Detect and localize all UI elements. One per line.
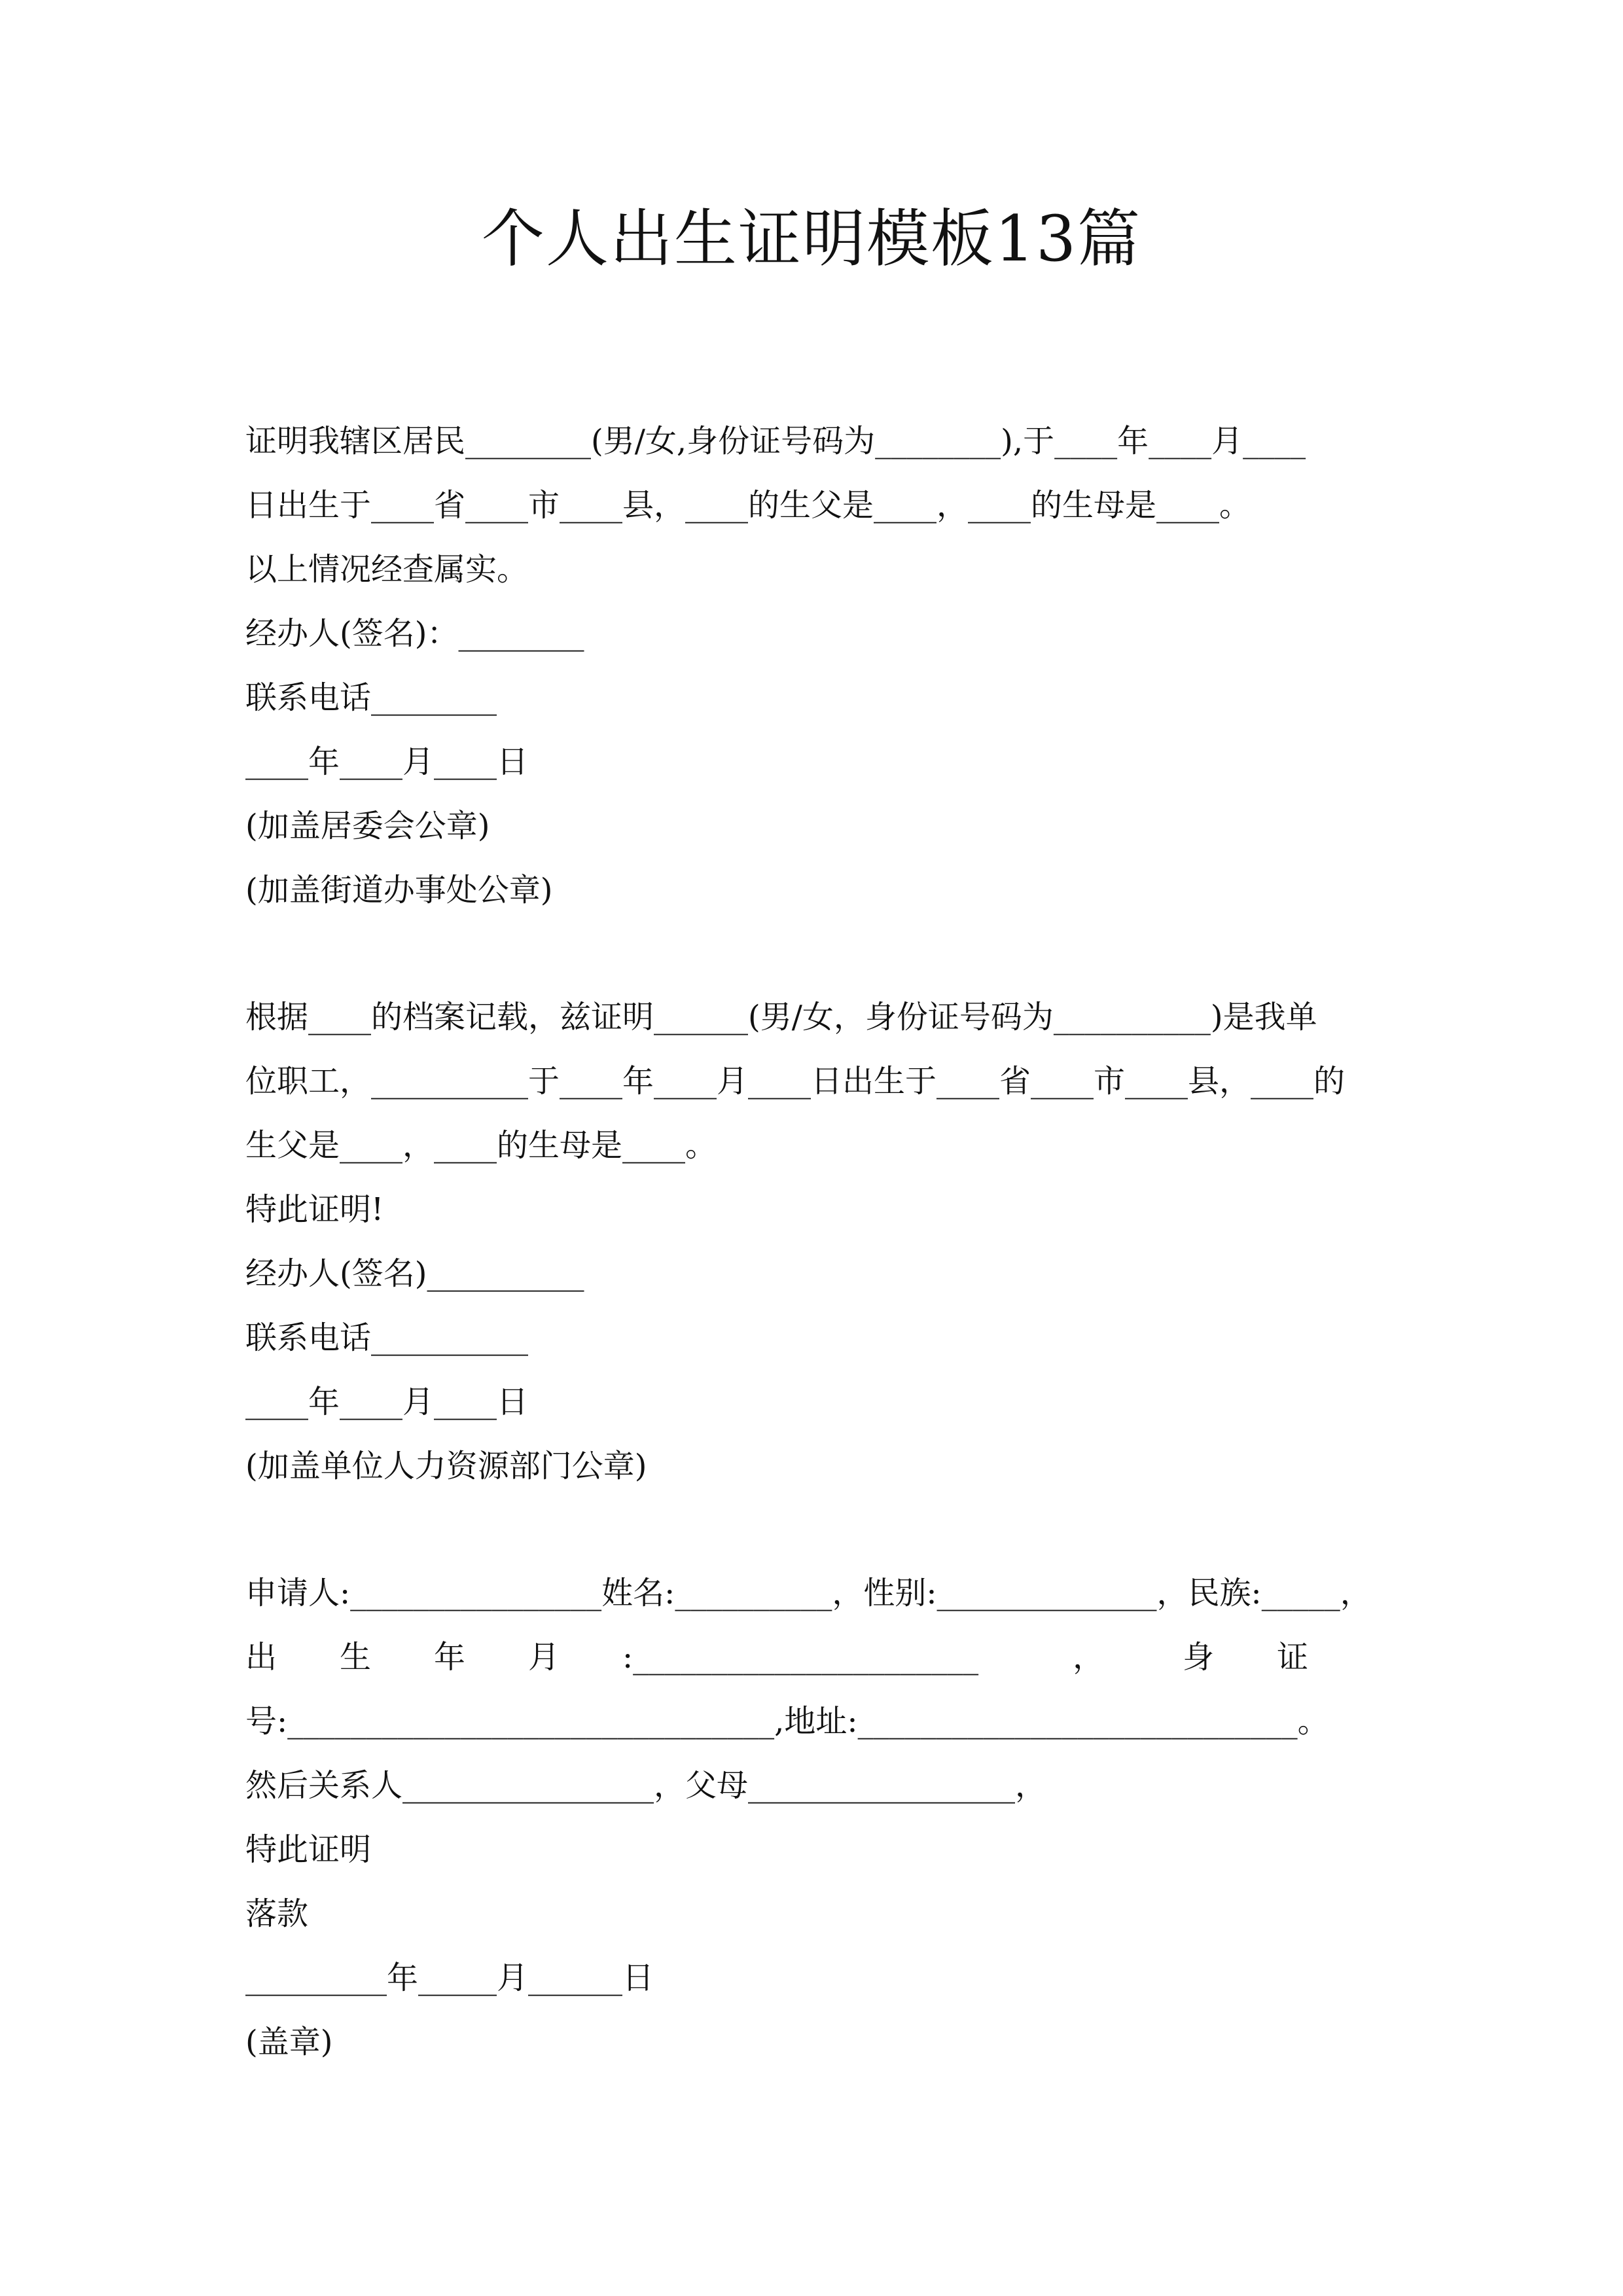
section-3-line-8: (盖章): [245, 2024, 333, 2060]
document-title: 个人出生证明模板13篇: [481, 202, 1142, 276]
section-2-line-4: 特此证明!: [245, 1191, 384, 1228]
section-3-line-3: 号:_______________________________,地址:____________________________。: [245, 1703, 1329, 1740]
section-2-line-7: ____年____月____日: [245, 1384, 529, 1420]
section-1-line-7: (加盖居委会公章): [245, 808, 490, 844]
section-1-line-1: 证明我辖区居民________(男/女,身份证号码为________),于____年____月____: [245, 423, 1306, 459]
section-1-line-5: 联系电话________: [245, 679, 497, 716]
section-3-line-4: 然后关系人________________，父母_________________，: [245, 1767, 1047, 1804]
section-3-line-2: 出 生 年 月 :______________________ ， 身 证: [245, 1639, 1309, 1676]
section-3-line-7: _________年_____月______日: [245, 1960, 654, 1996]
section-2-line-6: 联系电话__________: [245, 1319, 529, 1356]
section-3-line-6: 落款: [245, 1895, 309, 1932]
section-2-line-5: 经办人(签名)__________: [245, 1255, 584, 1292]
section-1-line-8: (加盖街道办事处公章): [245, 872, 553, 908]
section-2-line-1: 根据____的档案记载，兹证明______(男/女，身份证号码为__________)是我单: [245, 999, 1317, 1035]
section-1-line-4: 经办人(签名)：________: [245, 615, 584, 652]
section-3-line-5: 特此证明: [245, 1831, 372, 1868]
section-1-line-3: 以上情况经查属实。: [245, 551, 529, 588]
section-2-line-8: (加盖单位人力资源部门公章): [245, 1448, 647, 1484]
section-2-line-3: 生父是____，____的生母是____。: [245, 1127, 717, 1164]
section-2-line-2: 位职工，__________于____年____月____日出生于____省____市____县，____的: [245, 1063, 1346, 1100]
section-1-line-6: ____年____月____日: [245, 744, 529, 780]
section-3-line-1: 申请人:________________姓名:__________，性别:______________，民族:_____，: [245, 1575, 1372, 1611]
section-1-line-2: 日出生于____省____市____县，____的生父是____，____的生母是____。: [245, 487, 1251, 524]
